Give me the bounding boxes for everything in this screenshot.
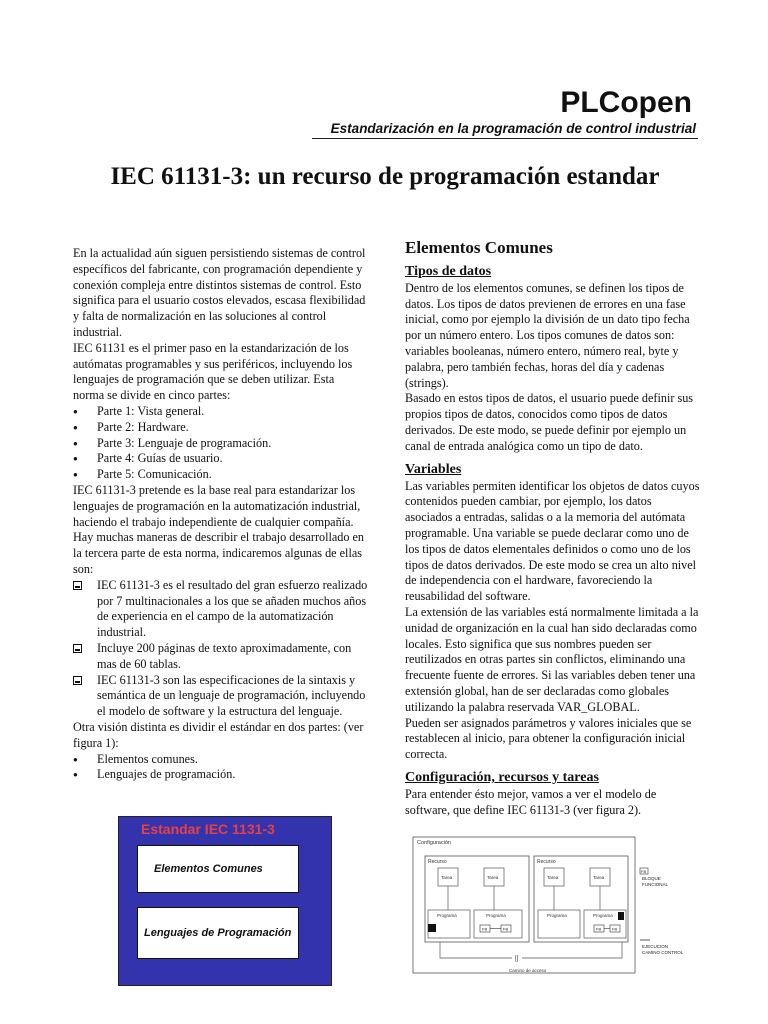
fb-label: FB — [503, 926, 509, 932]
left-column — [73, 246, 368, 783]
two-parts-list — [73, 752, 368, 784]
configuration-label: Configuración — [417, 840, 451, 846]
list-item — [73, 641, 368, 673]
checkbox-bullet-icon — [73, 676, 82, 685]
list-item: ● Parte 1: Vista general. — [73, 404, 368, 420]
paragraph: Hay muchas maneras de describir el trabajo desarrollado en la tercera parte de esta norma, indicaremos algunas de ellas son: — [73, 530, 365, 576]
paragraph: La extensión de las variables está normalmente limitada a la unidad de organización en la cual han sido declaradas como locales. Esto significa que sus nombres pueden ser reutilizados en otras partes sin conflictos, eliminando una frecuente fuente de errores. Si las variables deben tener una extensión global, han de ser declaradas como globales utilizando la palabra reservada VAR_GLOBAL. — [405, 604, 699, 714]
paragraph: Otra visión distinta es dividir el estándar en dos partes: (ver figura 1): — [73, 719, 364, 750]
figure-1-title: Estandar IEC 1131-3 — [141, 821, 275, 837]
task-label: Tarea — [547, 875, 559, 880]
figure-1-box-languages: Lenguajes de Programación — [137, 907, 299, 959]
paragraph: Basado en estos tipos de datos, el usuario puede definir sus propios tipos de datos, conocidos como tipos de datos derivados. De este modo, se puede definir por ejemplo un canal de entrada analógica como un tipo de dato. — [405, 391, 694, 453]
legend-fb-text: FB — [641, 869, 647, 874]
legend-exec-text: EJECUCION — [642, 944, 669, 949]
paragraph: IEC 61131-3 pretende es la base real para estandarizar los lenguajes de programación en la automatización industrial, haciendo el trabajo independiente de cualquier compañía. — [73, 482, 361, 529]
list-item — [73, 673, 368, 720]
legend-fb-text: BLOQUE — [642, 876, 661, 881]
list-item-text: IEC 61131-3 es el resultado del gran esfuerzo realizado por 7 multinacionales a los que se añaden muchos años de experiencia en el campo de la automatización industrial. — [97, 577, 368, 640]
paragraph: Pueden ser asignados parámetros y valores iniciales que se restablecen al inicio, para obtener la configuración inicial correcta. — [405, 715, 692, 762]
legend-fb-text: FUNCIONAL — [642, 882, 669, 887]
io-block — [428, 924, 436, 932]
list-item: ● Elementos comunes. — [73, 752, 368, 768]
task-label: Tarea — [487, 875, 499, 880]
right-column — [405, 240, 700, 819]
list-item-text: Incluye 200 páginas de texto aproximadamente, con mas de 60 tablas. — [97, 640, 352, 671]
paragraph: En la actualidad aún siguen persistiendo sistemas de control específicos del fabricante, con programación dependiente y conexión compleja entre distintos sistemas de control. Esto significa para el usuario costos elevados, escasa flexibilidad y falta de normalización en las soluciones al control industrial. — [73, 246, 366, 339]
fb-label: FB — [482, 926, 488, 932]
list-item: ● Parte 5: Comunicación. — [73, 467, 368, 483]
paragraph: Las variables permiten identificar los objetos de datos cuyos contenidos pueden cambiar, por ejemplo, los datos asociados a entradas, salidas o a la memoria del autómata programable. Una variable se puede declarar como uno de los tipos de datos elementales definidos o como uno de los tipos de datos derivados. De este modo se crea un alto nivel de independencia con el hardware, favoreciendo la reusabilidad del software. — [405, 478, 700, 604]
parts-list — [73, 404, 368, 483]
io-block — [618, 912, 624, 920]
access-path-marker: [] — [515, 956, 519, 962]
access-path-line — [440, 942, 622, 958]
fb-label: FB — [612, 926, 618, 932]
program-label: Programa — [547, 913, 567, 918]
program-label: Programa — [437, 913, 457, 918]
descriptions-list — [73, 578, 368, 720]
resource-2-label: Recurso — [537, 859, 556, 865]
header-rule — [312, 138, 698, 139]
document-title: IEC 61131-3: un recurso de programación estandar — [110, 163, 660, 190]
list-item: ● Parte 3: Lenguaje de programación. — [73, 436, 368, 452]
program-label: Programa — [486, 913, 506, 918]
list-item — [73, 578, 368, 641]
program-label: Programa — [593, 913, 613, 918]
fb-label: FB — [596, 926, 602, 932]
figure-1 — [118, 816, 332, 986]
figure-2-software-model — [412, 836, 690, 978]
task-label: Tarea — [593, 875, 605, 880]
section-heading: Elementos Comunes — [405, 238, 553, 257]
subheading: Tipos de datos — [405, 263, 492, 279]
access-path-label: Camino de acceso — [509, 968, 547, 973]
subheading: Configuración, recursos y tareas — [405, 769, 599, 785]
list-item: ● Parte 2: Hardware. — [73, 420, 368, 436]
subheading: Variables — [405, 461, 462, 477]
list-item: ● Parte 4: Guías de usuario. — [73, 451, 368, 467]
paragraph: IEC 61131 es el primer paso en la estandarización de los autómatas programables y sus periféricos, incluyendo los lenguajes de programación que se deben utilizar. Esta norma se divide en cinco partes: — [73, 340, 353, 403]
brand-logo: PLCopen — [560, 86, 692, 119]
legend-exec-text: CAMINO CONTROL — [642, 950, 684, 955]
tagline: Estandarización en la programación de control industrial — [330, 121, 696, 136]
paragraph: Dentro de los elementos comunes, se definen los tipos de datos. Los tipos de datos previenen de errores en una fase inicial, como por ejemplo la división de un dato tipo fecha por un número entero. Los tipos comunes de datos son: variables booleanas, número entero, número real, byte y palabra, pero también fechas, horas del día y cadenas (strings). — [405, 280, 690, 390]
checkbox-bullet-icon — [73, 644, 82, 653]
task-label: Tarea — [441, 875, 453, 880]
checkbox-bullet-icon — [73, 581, 82, 590]
list-item: ● Lenguajes de programación. — [73, 767, 368, 783]
configuration-frame — [413, 837, 635, 973]
paragraph: Para entender ésto mejor, vamos a ver el modelo de software, que define IEC 61131-3 (ver figura 2). — [405, 786, 657, 817]
list-item-text: IEC 61131-3 son las especificaciones de la sintaxis y semántica de un lenguaje de programación, incluyendo el modelo de software y la estructura del lenguaje. — [97, 672, 366, 719]
figure-1-box-common: Elementos Comunes — [137, 845, 299, 893]
resource-1-label: Recurso — [428, 859, 447, 865]
